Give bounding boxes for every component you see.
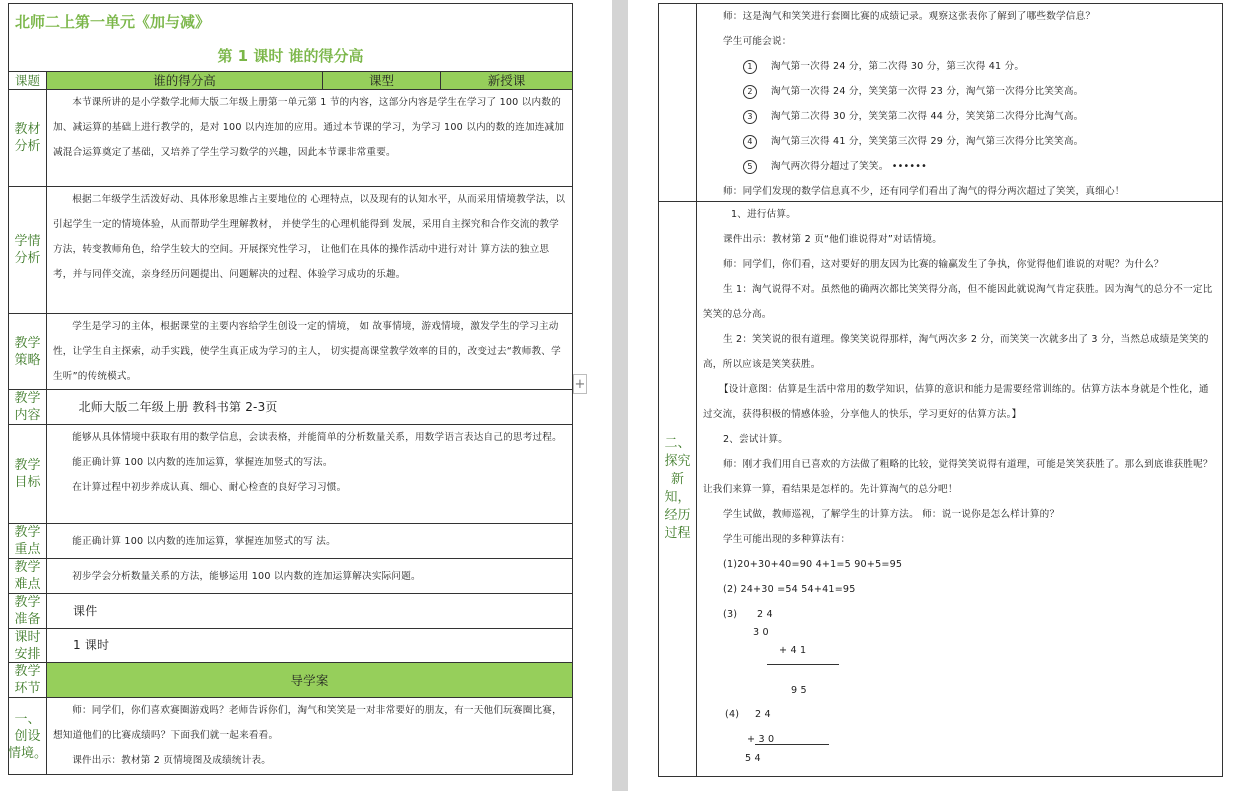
row-content bbox=[9, 390, 572, 425]
item-text: 淘气第二次得 30 分，笑笑第二次得 44 分，笑笑第二次得分比淘气高。 bbox=[771, 111, 1084, 122]
design-text: 【设计意图：估算是生活中常用的数学知识，估算的意识和能力是需要经常训练的。估算方法本身就是个性化，通过交流，获得积极的情感体验，分享他人的快乐，学习更好的估算方法。】 bbox=[703, 384, 1209, 420]
method-4-c: 5 4 bbox=[745, 753, 761, 764]
circled-number: 3 bbox=[743, 110, 757, 124]
guide-plan-cell: 导学案 bbox=[47, 663, 572, 697]
content-text: 北师大版二年级上册 教科书第 2-3页 bbox=[78, 399, 278, 414]
teacher-calc-text: 师：刚才我们用自已喜欢的方法做了粗略的比较，觉得笑笑说得有道理，可能是笑笑获胜了。那么到底谁获胜呢？让我们来算一算，看结果是怎样的。先计算淘气的总分吧！ bbox=[703, 459, 1213, 495]
goal-line: 能正确计算 100 以内数的连加运算，掌握连加竖式的写法。 bbox=[72, 457, 333, 468]
student2-text: 生 2：笑笑说的很有道理。像笑笑说得那样，淘气两次多 2 分，而笑笑一次就多出了 3 分，当然总成绩是笑笑的高，所以应该是笑笑获胜。 bbox=[703, 334, 1209, 370]
goal-line: 能够从具体情境中获取有用的数学信息，会读表格，并能简单的分析数量关系，用数学语言表达自己的思考过程。 bbox=[72, 432, 562, 443]
row-label: 教学 重点 bbox=[9, 524, 47, 558]
method-4-a: 2 4 bbox=[755, 709, 771, 720]
unit-title: 北师二上第一单元《加与减》 bbox=[15, 13, 211, 31]
explore-label: 二、 探究 新 知， 经历 过程 bbox=[659, 202, 697, 776]
item-text: 淘气第一次得 24 分，第二次得 30 分，第三次得 41 分。 bbox=[771, 61, 1025, 72]
row-text bbox=[47, 559, 572, 593]
row-label: 教学 目标 bbox=[9, 425, 47, 523]
row-label: 教学 策略 bbox=[9, 314, 47, 389]
process-table bbox=[658, 3, 1223, 777]
row-schedule bbox=[9, 629, 572, 663]
possible-text: 学生可能会说： bbox=[723, 36, 792, 47]
empty-label-cell bbox=[659, 4, 697, 201]
intro-text: 师：这是淘气和笑笑进行套圈比赛的成绩记录。观察这张表你了解到了哪些数学信息？ bbox=[723, 11, 1096, 22]
explore-row bbox=[659, 202, 1222, 776]
info-item bbox=[703, 104, 1216, 129]
sum-rule bbox=[755, 744, 829, 745]
row-focus bbox=[9, 524, 572, 559]
goal-line: 在计算过程中初步养成认真、细心、耐心检查的良好学习习惯。 bbox=[72, 482, 347, 493]
method-3-c: + 4 1 bbox=[779, 645, 807, 656]
topic-label: 课题 bbox=[9, 72, 47, 89]
method-3-sum: 9 5 bbox=[791, 685, 807, 696]
row-text bbox=[47, 698, 572, 774]
student1-text: 生 1：淘气说得不对。虽然他的确两次都比笑笑得分高，但不能因此就说淘气肯定获胜。因为淘气的总分不一定比笑笑的总分高。 bbox=[703, 284, 1213, 320]
estimate-title: 1、进行估算。 bbox=[731, 209, 797, 220]
method-1: (1)20+30+40=90 4+1=5 90+5=95 bbox=[723, 559, 903, 570]
item-text: 淘气第三次得 41 分，笑笑第三次得 29 分，淘气第三次得分比笑笑高。 bbox=[771, 136, 1084, 147]
row-process bbox=[9, 663, 572, 698]
item-text: 淘气第一次得 24 分，笑笑第一次得 23 分，淘气第一次得分比笑笑高。 bbox=[771, 86, 1084, 97]
info-row bbox=[659, 4, 1222, 202]
method-4 bbox=[703, 702, 1216, 764]
row-text bbox=[47, 425, 572, 523]
method-2: (2) 24+30 =54 54+41=95 bbox=[723, 584, 856, 595]
row-goals bbox=[9, 425, 572, 524]
info-item bbox=[703, 154, 1216, 179]
prep-text: 课件 bbox=[73, 603, 98, 618]
row-students bbox=[9, 187, 572, 314]
row-text bbox=[47, 90, 572, 186]
row-label: 课时 安排 bbox=[9, 629, 47, 662]
method-3-b: 3 0 bbox=[753, 627, 769, 638]
row-prep bbox=[9, 594, 572, 629]
method-4-b: + 3 0 bbox=[747, 734, 775, 745]
row-text bbox=[47, 594, 572, 628]
row-material bbox=[9, 90, 572, 187]
row-label: 教学 内容 bbox=[9, 390, 47, 424]
title-block bbox=[9, 4, 572, 72]
calc-title: 2、尝试计算。 bbox=[723, 434, 789, 445]
lesson-plan-table bbox=[8, 3, 573, 775]
students-text: 根据二年级学生活泼好动、具体形象思维占主要地位的 心理特点，以及现有的认知水平，从而采用情境教学法，以引起学生一定的情境体验，从而帮助学生理解教材， 并使学生的心理机能得到 发展，采用自主探究和合作交流的教学方法，转变教师角色，给学生较大的空间。开展探究性学习， 让他们在具体的操作活动中进行对计 算方法的独立思考，并与同伴交流，亲身经历问题提出、问题解决的过程、体验学习成功的乐趣。 bbox=[53, 194, 566, 280]
sum-rule bbox=[767, 664, 839, 665]
praise-text: 师：同学们发现的数学信息真不少，还有同学们看出了淘气的得分两次超过了笑笑，真细心！ bbox=[723, 186, 1125, 197]
row-text bbox=[47, 524, 572, 558]
right-page bbox=[628, 0, 1236, 791]
page-gutter bbox=[612, 0, 628, 791]
method-3 bbox=[703, 602, 1216, 702]
circled-number: 2 bbox=[743, 85, 757, 99]
strategy-text: 学生是学习的主体，根据课堂的主要内容给学生创设一定的情境， 如 故事情境，游戏情境，激发学生的学习主动性，让学生自主探索，动手实践，使学生真正成为学习的主人， 切实提高课堂教学效率的目的，改变过去“教师教、学生听”的传统模式。 bbox=[53, 321, 561, 382]
row-text bbox=[47, 629, 572, 662]
info-item bbox=[703, 79, 1216, 104]
circled-number: 4 bbox=[743, 135, 757, 149]
header-row bbox=[9, 72, 572, 90]
info-item bbox=[703, 54, 1216, 79]
info-item bbox=[703, 129, 1216, 154]
row-label: 教学 环节 bbox=[9, 663, 47, 697]
row-label: 教学 准备 bbox=[9, 594, 47, 628]
method-3-label: (3) bbox=[723, 609, 738, 620]
row-label: 教材 分析 bbox=[9, 90, 47, 186]
left-page bbox=[0, 0, 612, 791]
circled-number: 1 bbox=[743, 60, 757, 74]
teacher-question: 师：同学们，你们看，这对要好的朋友因为比赛的输赢发生了争执，你觉得他们谁说的对呢？为什么？ bbox=[723, 259, 1164, 270]
material-text: 本节课所讲的是小学数学北师大版二年级上册第一单元第 1 节的内容，这部分内容是学生在学习了 100 以内数的加、减运算的基础上进行教学的，是对 100 以内连加的应用。通过本节课的学习，为学习 100 以内的数的连加连减加减混合运算奠定了基础，又培养了学生学习数学的兴趣，因此本节课非常重要。 bbox=[53, 97, 565, 158]
topic-value: 谁的得分高 bbox=[47, 72, 323, 89]
method-3-a: 2 4 bbox=[757, 609, 773, 620]
row-situation bbox=[9, 698, 572, 774]
row-label: 教学 难点 bbox=[9, 559, 47, 593]
methods-text: 学生可能出现的多种算法有： bbox=[723, 534, 851, 545]
circled-number: 5 bbox=[743, 160, 757, 174]
row-text bbox=[47, 314, 572, 389]
focus-text: 能正确计算 100 以内数的连加运算，掌握连加竖式的写 法。 bbox=[72, 535, 336, 547]
row-strategy bbox=[9, 314, 572, 390]
courseware-text: 课件出示：教材第 2 页“他们谁说得对”对话情境。 bbox=[723, 234, 943, 245]
info-content bbox=[697, 4, 1222, 201]
add-row-button[interactable]: + bbox=[573, 374, 587, 394]
row-label: 学情 分析 bbox=[9, 187, 47, 313]
situation-line: 课件出示：教材第 2 页情境图及成绩统计表。 bbox=[72, 755, 272, 766]
type-label: 课型 bbox=[323, 72, 441, 89]
row-difficulty bbox=[9, 559, 572, 594]
row-text bbox=[47, 390, 572, 424]
type-value: 新授课 bbox=[441, 72, 572, 89]
lesson-title: 第 1 课时 谁的得分高 bbox=[217, 47, 364, 65]
schedule-text: 1 课时 bbox=[73, 638, 110, 652]
difficulty-text: 初步学会分析数量关系的方法，能够运用 100 以内数的连加运算解决实际问题。 bbox=[72, 570, 421, 582]
row-text bbox=[47, 187, 572, 313]
item-text: 淘气两次得分超过了笑笑。 •••••• bbox=[771, 161, 927, 172]
method-4-label: (4) bbox=[725, 709, 740, 720]
explore-content bbox=[697, 202, 1222, 776]
situation-line: 师：同学们，你们喜欢赛圈游戏吗？老师告诉你们，淘气和笑笑是一对非常要好的朋友，有一天他们玩赛圈比赛，想知道他们的比赛成绩吗？下面我们就一起来看看。 bbox=[53, 705, 562, 741]
row-label: 一、 创设 情境。 bbox=[9, 698, 47, 774]
trial-text: 学生试做，教师巡视，了解学生的计算方法。 师：说一说你是怎么样计算的？ bbox=[723, 509, 1060, 520]
